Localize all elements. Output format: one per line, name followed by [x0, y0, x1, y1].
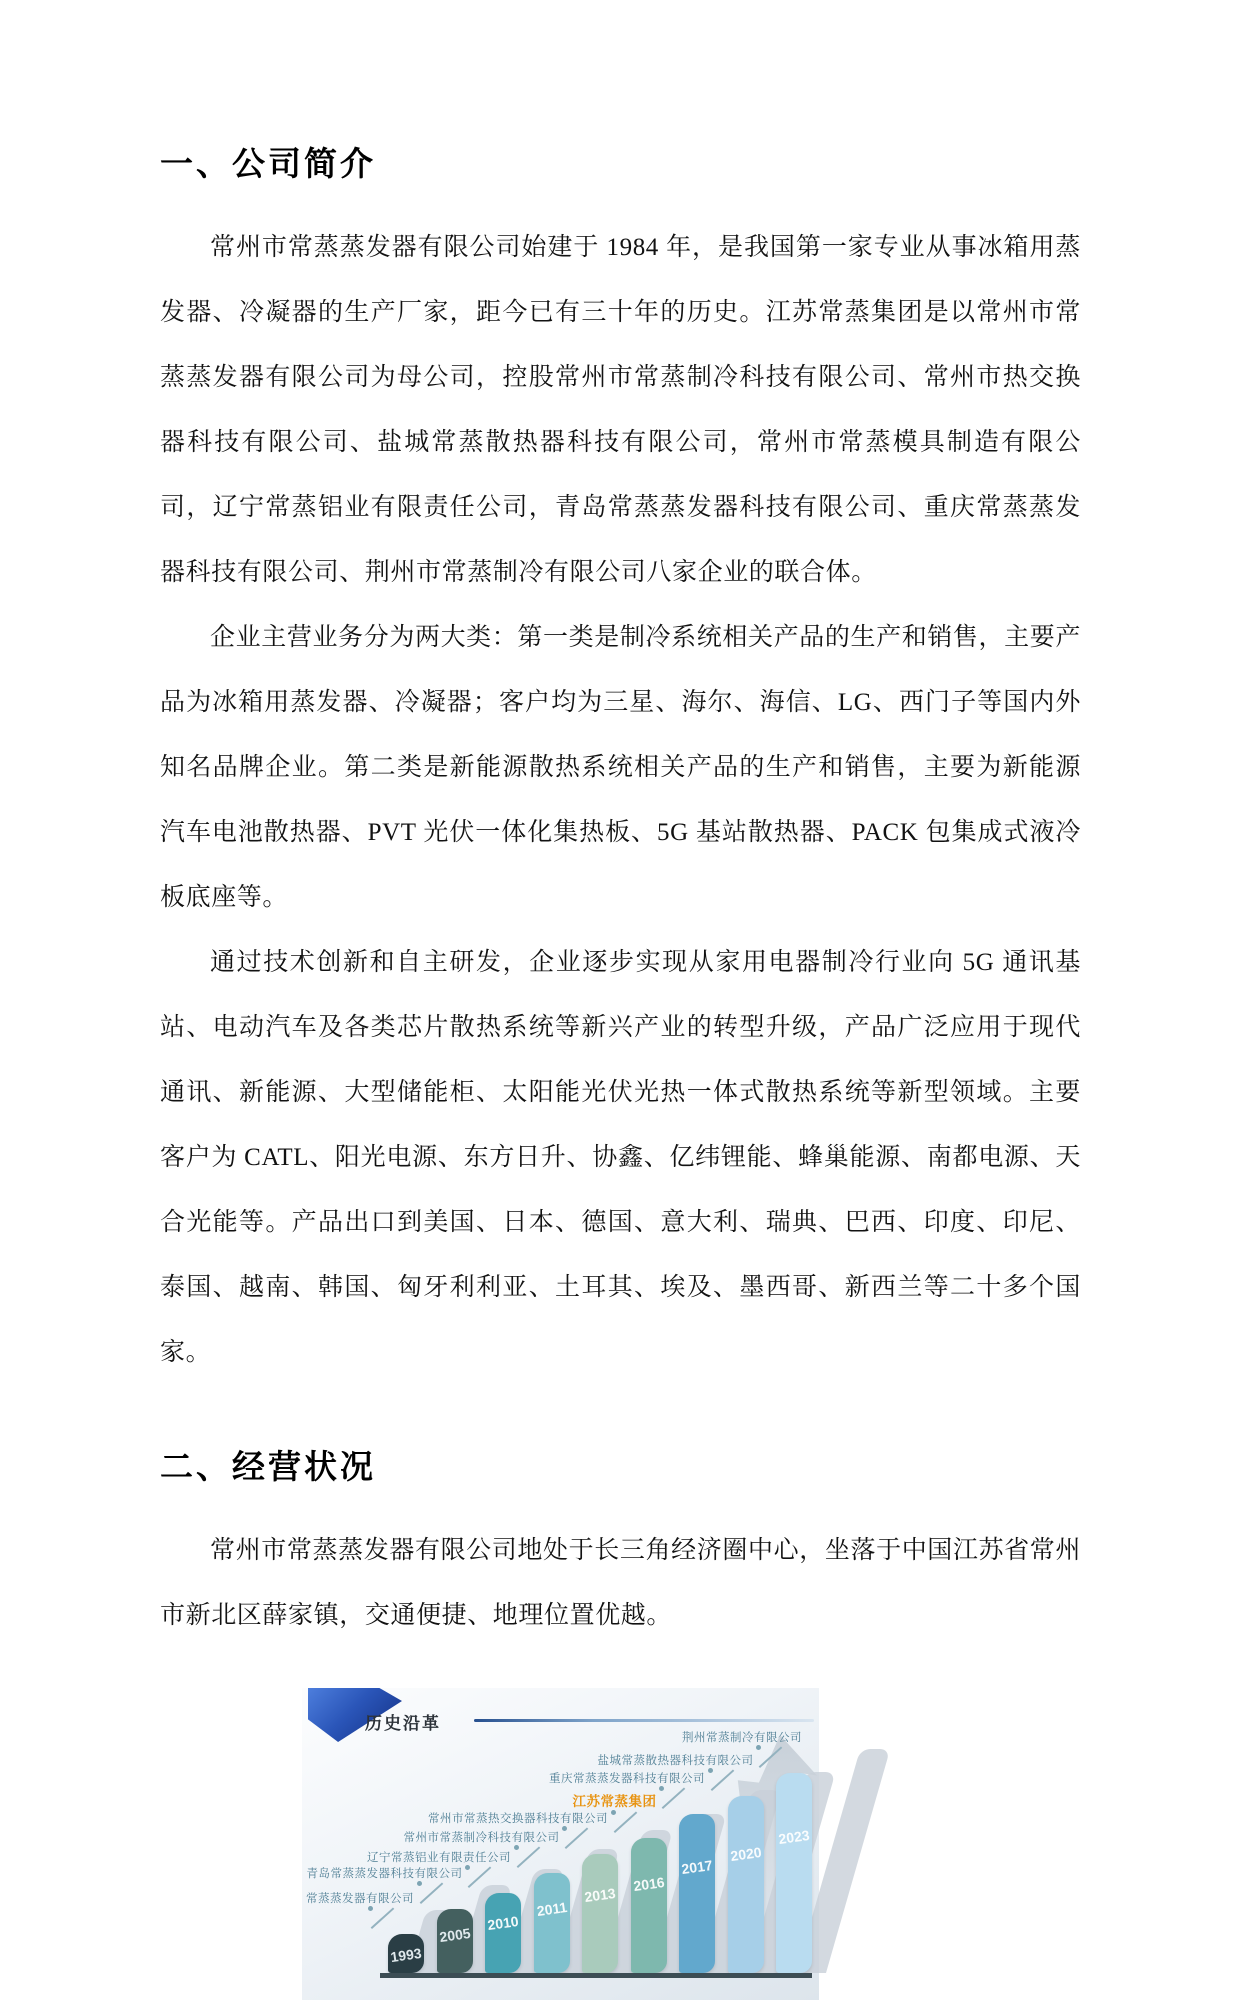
section1-paragraph-3: 通过技术创新和自主研发，企业逐步实现从家用电器制冷行业向 5G 通讯基站、电动汽车及各类芯片散热系统等新兴产业的转型升级，产品广泛应用于现代通讯、新能源、大型储能柜、太阳能光伏光热一体式散热系统等新型领域。主要客户为 CATL、阳光电源、东方日升、协鑫、亿纬锂能、蜂巢能源、南都电源、天合光能等。产品出口到美国、日本、德国、意大利、瑞典、巴西、印度、印尼、泰国、越南、韩国、匈牙利利亚、土耳其、埃及、墨西哥、新西兰等二十多个国家。	[160, 949, 1081, 1366]
timeline-bar	[388, 1934, 424, 1973]
label-connector-line	[710, 1769, 734, 1791]
bar-year-label: 2016	[631, 1873, 666, 1895]
chart-baseline	[380, 1973, 812, 1978]
bar-year-label: 2011	[535, 1898, 568, 1920]
section1-paragraph-1: 常州市常蒸蒸发器有限公司始建于 1984 年，是我国第一家专业从事冰箱用蒸发器、冷凝器的生产厂家，距今已有三十年的历史。江苏常蒸集团是以常州市常蒸蒸发器有限公司为母公司，控股常州市常蒸制冷科技有限公司、常州市热交换器科技有限公司、盐城常蒸散热器科技有限公司，常州市常蒸模具制造有限公司，辽宁常蒸铝业有限责任公司，青岛常蒸蒸发器科技有限公司、重庆常蒸蒸发器科技有限公司、荆州市常蒸制冷有限公司八家企业的联合体。	[160, 234, 1081, 586]
title-underline	[474, 1719, 814, 1722]
bar-year-label: 2010	[486, 1912, 520, 1934]
figure-title: 历史沿革	[365, 1714, 441, 1733]
section1-heading: 一、公司简介	[160, 145, 376, 182]
label-connector-line	[662, 1787, 686, 1809]
section1-paragraph-2: 企业主营业务分为两大类：第一类是制冷系统相关产品的生产和销售，主要产品为冰箱用蒸发器、冷凝器；客户均为三星、海尔、海信、LG、西门子等国内外知名品牌企业。第二类是新能源散热系统相关产品的生产和销售，主要为新能源汽车电池散热器、PVT 光伏一体化集热板、5G 基站散热器、PACK 包集成式液冷板底座等。	[160, 624, 1081, 911]
label-dot	[465, 1865, 470, 1870]
label-dot	[611, 1810, 616, 1815]
company-label: 江苏常蒸集团	[572, 1794, 657, 1809]
company-label: 重庆常蒸蒸发器科技有限公司	[549, 1773, 705, 1785]
label-dot	[514, 1845, 519, 1850]
company-label: 常州市常蒸热交换器科技有限公司	[428, 1813, 608, 1825]
timeline-bar	[728, 1796, 764, 1973]
history-timeline-figure	[302, 1688, 819, 2000]
label-connector-line	[613, 1811, 637, 1833]
company-label: 青岛常蒸蒸发器科技有限公司	[306, 1868, 463, 1880]
bar-year-label: 2017	[680, 1856, 714, 1878]
company-label: 荆州常蒸制冷有限公司	[682, 1732, 802, 1744]
company-label: 辽宁常蒸铝业有限责任公司	[367, 1852, 511, 1864]
label-dot	[708, 1768, 713, 1773]
company-label: 常蒸蒸发器有限公司	[306, 1893, 414, 1905]
timeline-bar	[534, 1873, 570, 1973]
company-label: 盐城常蒸散热器科技有限公司	[597, 1755, 754, 1767]
bar-year-label: 1993	[389, 1944, 423, 1966]
company-label: 常州市常蒸制冷科技有限公司	[403, 1832, 560, 1844]
label-dot	[659, 1786, 664, 1791]
bar-year-label: 2020	[728, 1843, 763, 1865]
timeline-bar	[776, 1773, 812, 1973]
label-connector-line	[565, 1827, 589, 1849]
timeline-bar	[485, 1893, 521, 1973]
label-connector-line	[419, 1882, 443, 1904]
section2-heading: 二、经营状况	[160, 1448, 376, 1485]
timeline-bar	[582, 1854, 618, 1973]
bar-year-label: 2013	[583, 1884, 617, 1906]
bar-year-label: 2023	[777, 1826, 811, 1848]
timeline-bar	[437, 1909, 473, 1973]
label-dot	[756, 1745, 761, 1750]
label-connector-line	[516, 1846, 540, 1868]
label-dot	[417, 1881, 422, 1886]
label-dot	[368, 1906, 373, 1911]
section2-paragraph-1: 常州市常蒸蒸发器有限公司地处于长三角经济圈中心，坐落于中国江苏省常州市新北区薛家镇，交通便捷、地理位置优越。	[160, 1537, 1081, 1629]
label-dot	[562, 1826, 567, 1831]
label-connector-line	[371, 1907, 395, 1929]
bar-year-label: 2005	[437, 1924, 472, 1946]
timeline-bar	[679, 1814, 715, 1973]
timeline-bar	[631, 1838, 667, 1973]
